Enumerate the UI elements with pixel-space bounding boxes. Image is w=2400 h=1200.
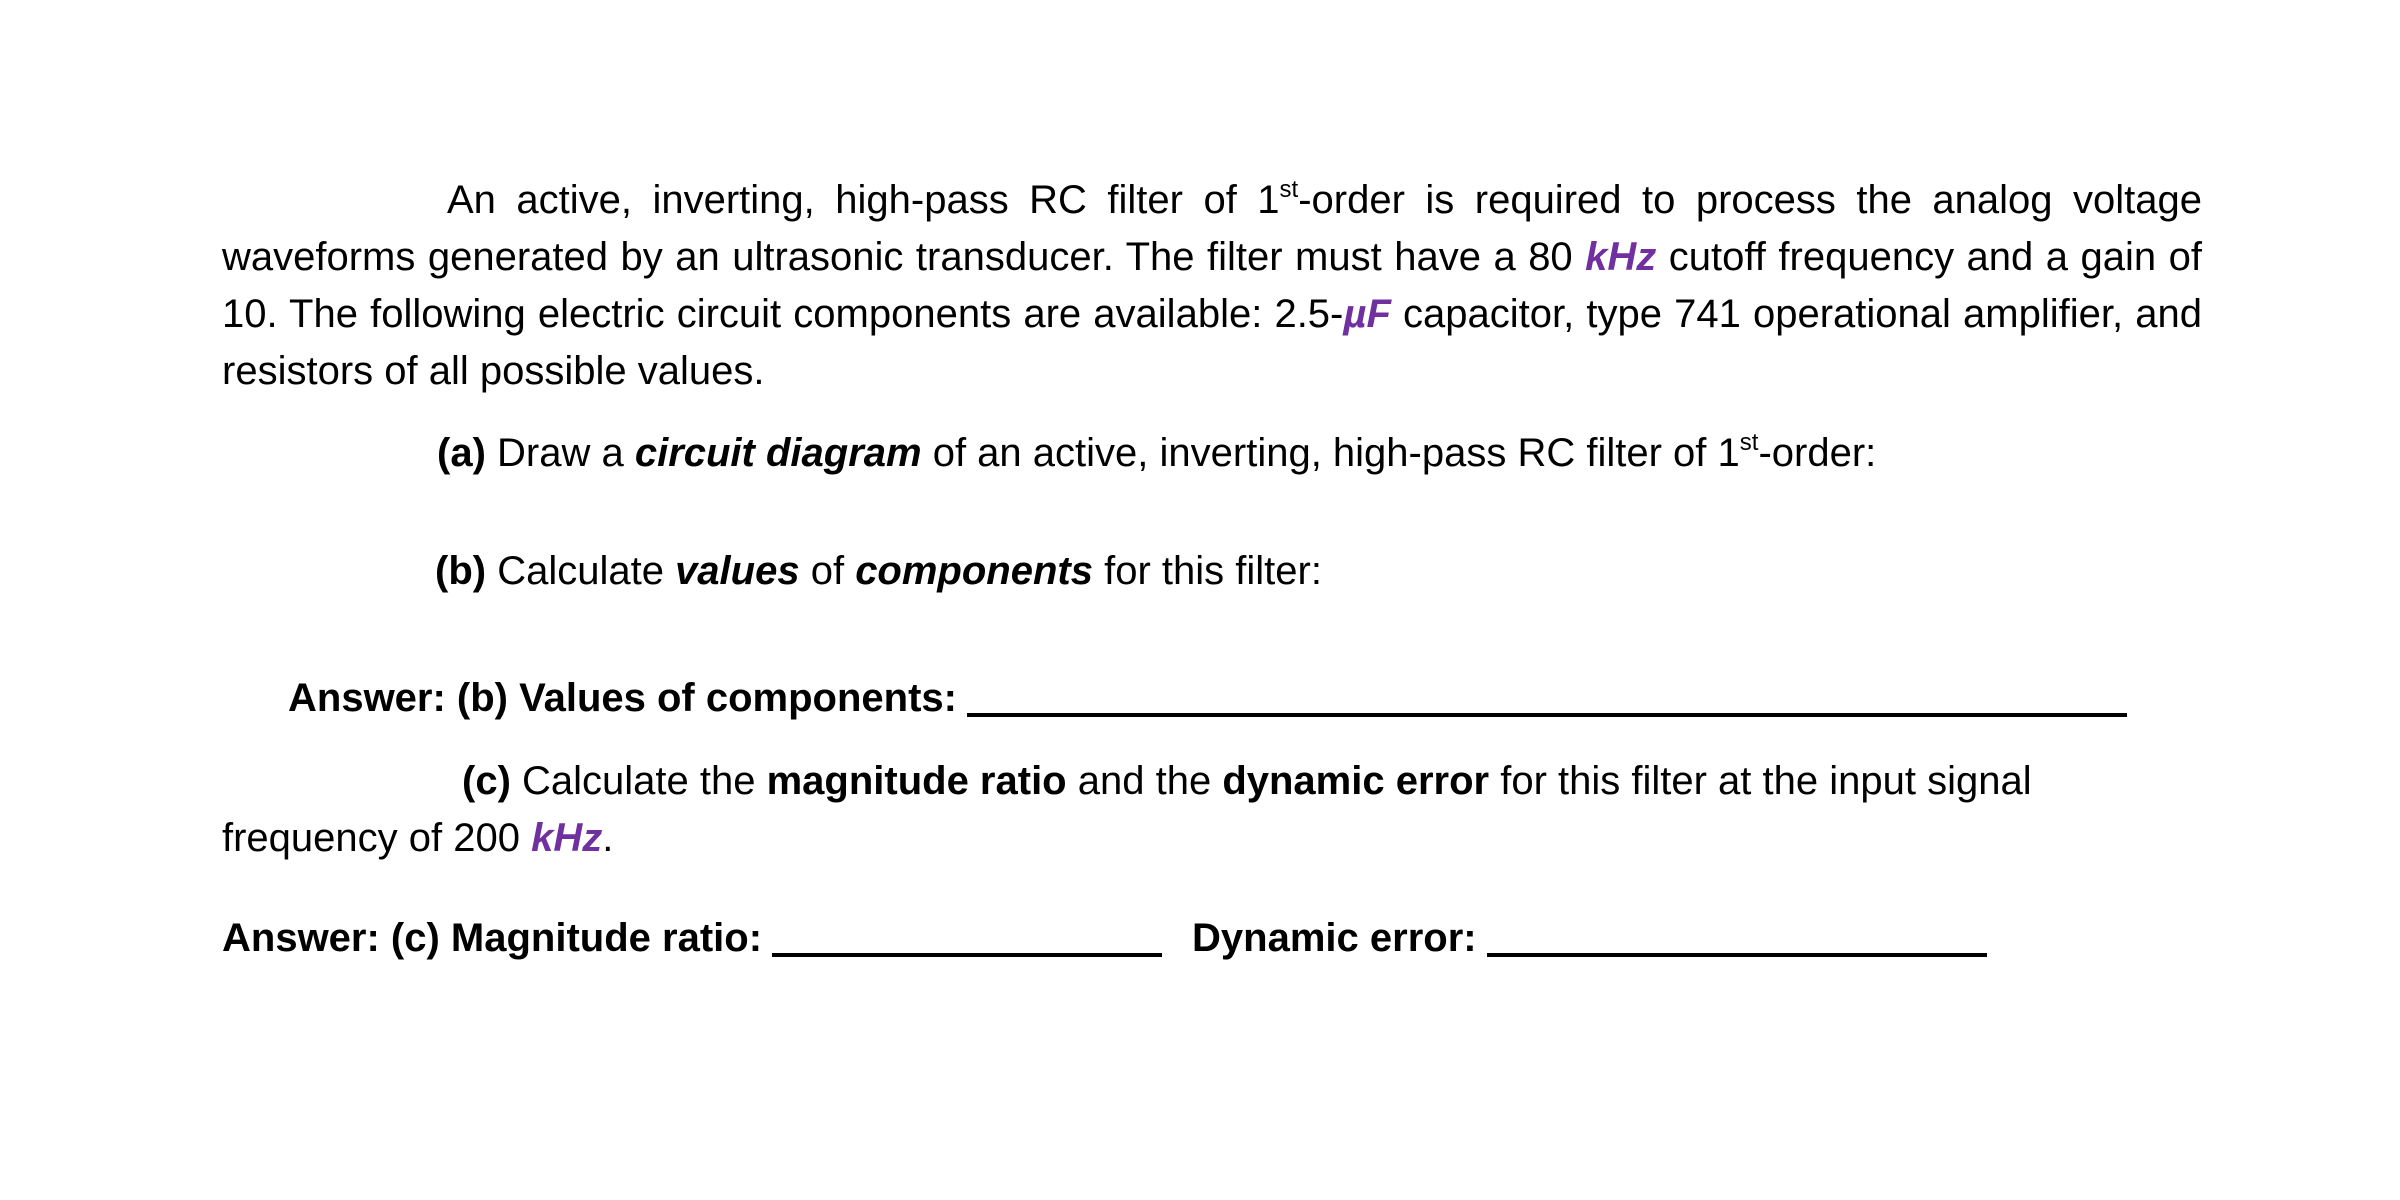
intro-text-3: cutoff frequency and a gain of 10. The following electric circuit components are available: 2.5-: [222, 235, 2203, 336]
question-a-text-2: of an active, inverting, high-pass RC filter of 1: [921, 431, 1740, 475]
answer-b-label: Answer: (b) Values of components:: [288, 676, 957, 720]
question-c-text-3: for this filter at the input signal frequency of 200: [222, 759, 2032, 860]
question-b-text-2: of: [799, 549, 856, 593]
question-b-emphasis-components: components: [855, 549, 1093, 593]
question-c-text-2: and the: [1066, 759, 1223, 803]
question-c-dynamic-error: dynamic error: [1222, 759, 1490, 803]
unit-khz: kHz: [1585, 235, 1657, 279]
question-c-text-1: Calculate the: [510, 759, 767, 803]
answer-c: [222, 910, 1987, 967]
question-a-emphasis: circuit diagram: [634, 431, 922, 475]
intro-text-4: capacitor, type 741 operational amplifier, and resistors of all possible values.: [222, 292, 2202, 393]
cropped-previous-line: [0, 0, 2400, 6]
question-a-text-3: -order:: [1758, 431, 1877, 475]
answer-c-magnitude-label: Answer: (c) Magnitude ratio:: [222, 916, 763, 960]
intro-text-2: -order is required to process the analog voltage waveforms generated by an ultrasonic transducer. The filter must have a 80: [222, 178, 2203, 279]
question-c-text-4: .: [602, 816, 614, 860]
question-a-ordinal-suffix: st: [1739, 429, 1759, 456]
question-b-emphasis-values: values: [675, 549, 800, 593]
question-b: [435, 543, 1322, 600]
question-c-magnitude-ratio: magnitude ratio: [766, 759, 1067, 803]
question-c: [222, 753, 2122, 867]
question-c-unit-khz: kHz: [531, 816, 603, 860]
question-b-label: (b): [435, 549, 487, 593]
ordinal-suffix: st: [1279, 176, 1299, 203]
intro-text-1: An active, inverting, high-pass RC filter of 1: [447, 178, 1280, 222]
question-b-text-1: Calculate: [486, 549, 676, 593]
question-a: [437, 425, 1876, 482]
answer-b: [288, 670, 2127, 727]
question-a-text-1: Draw a: [485, 431, 635, 475]
answer-b-blank[interactable]: [967, 673, 2127, 717]
problem-statement: [222, 172, 2202, 400]
answer-c-dynamic-blank[interactable]: [1487, 913, 1987, 957]
answer-c-dynamic-label: Dynamic error:: [1192, 916, 1477, 960]
question-a-label: (a): [437, 431, 486, 475]
answer-c-magnitude-blank[interactable]: [772, 913, 1162, 957]
unit-microfarad: µF: [1343, 292, 1391, 336]
question-b-text-3: for this filter:: [1092, 549, 1322, 593]
question-c-label: (c): [462, 759, 511, 803]
